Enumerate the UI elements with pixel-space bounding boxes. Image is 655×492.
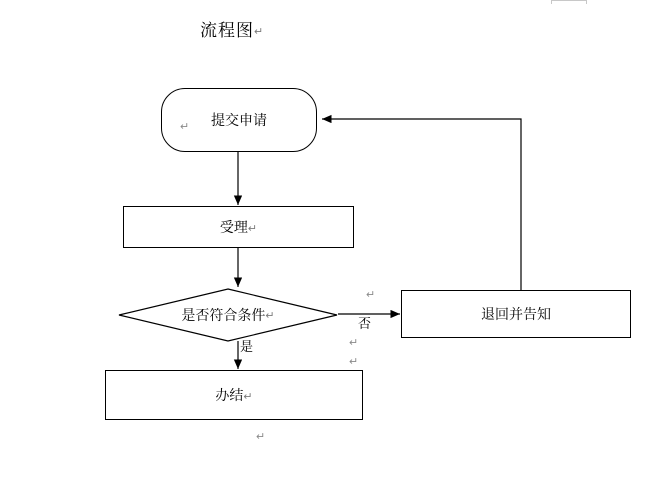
node-label-text: 是否符合条件 <box>181 307 266 323</box>
paragraph-mark-4: ↵ <box>256 431 266 443</box>
node-accept[interactable] <box>123 206 354 248</box>
node-decision-condition[interactable] <box>118 288 338 342</box>
node-label <box>215 385 252 405</box>
node-label <box>118 288 338 342</box>
edge-label-yes: 是 <box>240 339 254 354</box>
paragraph-mark-submit: ↵ <box>180 121 190 133</box>
paragraph-mark-finish: ↵ <box>243 390 253 403</box>
node-label-text: 受理 <box>219 219 248 235</box>
page-title-text: 流程图 <box>200 21 254 40</box>
node-label <box>220 217 257 237</box>
paragraph-mark-3: ↵ <box>349 356 359 368</box>
edge-label-no: 否 <box>358 316 372 331</box>
node-label: 退回并告知 <box>481 306 551 322</box>
paragraph-mark-2: ↵ <box>349 337 359 349</box>
node-finish[interactable] <box>105 370 363 420</box>
page-edge-marker <box>551 0 587 4</box>
node-label: 提交申请 <box>211 112 267 128</box>
paragraph-mark-accept: ↵ <box>247 222 258 235</box>
node-label-text: 办结 <box>215 387 244 403</box>
node-return-and-notify[interactable] <box>401 290 631 338</box>
paragraph-mark: ↵ <box>254 26 265 39</box>
page-title <box>200 16 264 41</box>
paragraph-mark-1: ↵ <box>366 289 376 301</box>
paragraph-mark-decision: ↵ <box>265 309 275 322</box>
